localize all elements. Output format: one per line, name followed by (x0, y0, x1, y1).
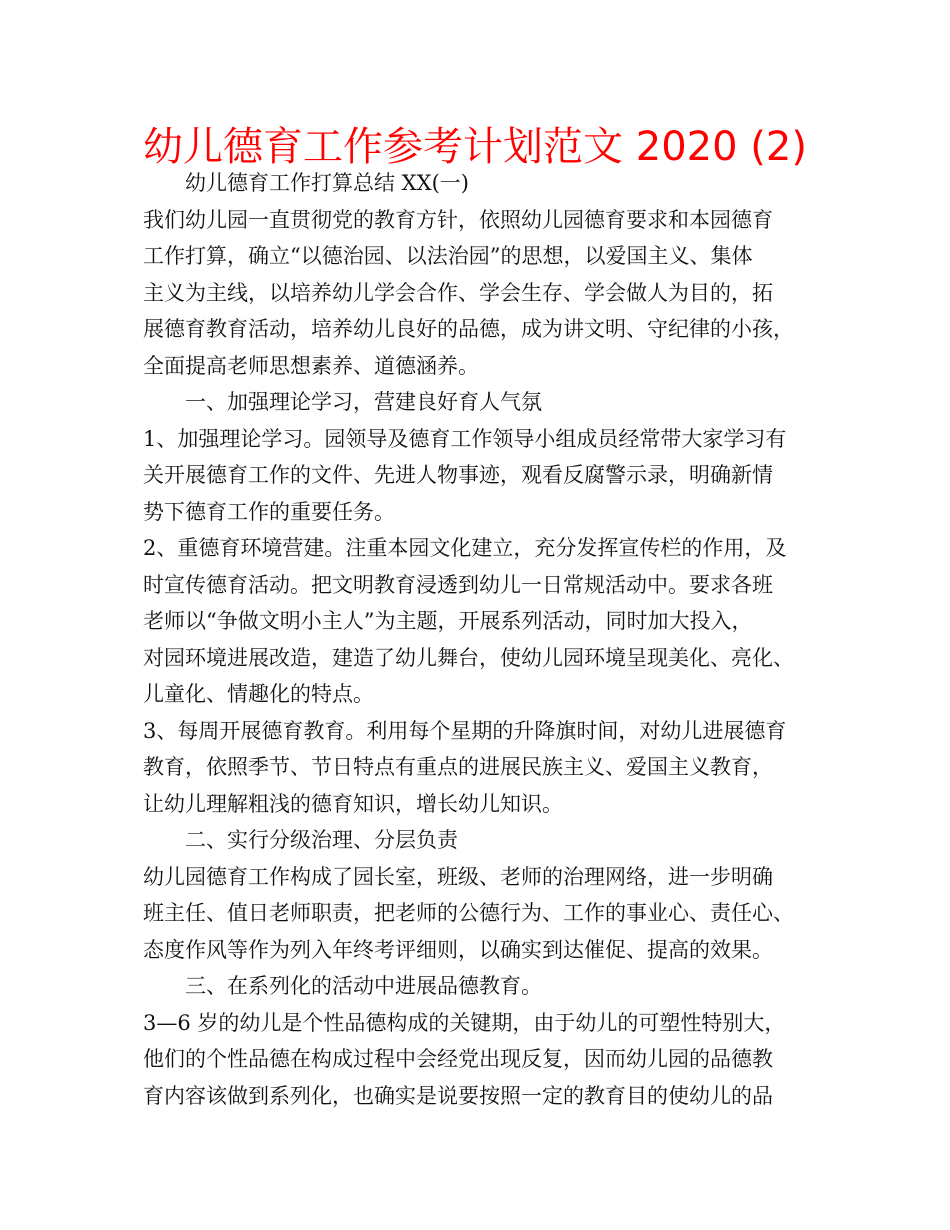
paragraph-line: 主义为主线，以培养幼儿学会合作、学会生存、学会做人为目的，拓 (143, 280, 773, 305)
paragraph-line: 态度作风等作为列入年终考评细则，以确实到达催促、提高的效果。 (143, 937, 773, 962)
document-body (143, 165, 833, 1114)
paragraph-line: 1、加强理论学习。园领导及德育工作领导小组成员经常带大家学习有 (143, 426, 787, 451)
paragraph-line: 老师以“争做文明小主人”为主题，开展系列活动，同时加大投入， (143, 609, 753, 633)
paragraph-line: 他们的个性品德在构成过程中会经党出现反复，因而幼儿园的品德教 (143, 1047, 773, 1071)
section-heading: 二、实行分级治理、分层负责 (185, 828, 458, 852)
paragraph-line: 教育，依照季节、节日特点有重点的进展民族主义、爱国主义教育， (143, 755, 773, 779)
document-title: 幼儿德育工作参考计划范文 2020 (2) (143, 124, 807, 170)
paragraph-line: 工作打算，确立“以德治园、以法治园”的思想，以爱国主义、集体 (143, 244, 753, 268)
paragraph-line: 势下德育工作的重要任务。 (143, 499, 395, 524)
paragraph-line: 2、重德育环境营建。注重本园文化建立，充分发挥宣传栏的作用，及 (143, 536, 787, 560)
paragraph-line: 我们幼儿园一直贯彻党的教育方针，依照幼儿园德育要求和本园德育 (143, 207, 773, 232)
paragraph-line: 3、每周开展德育教育。利用每个星期的升降旗时间，对幼儿进展德育 (143, 718, 787, 743)
subtitle-line: 幼儿德育工作打算总结 XX(一) (185, 171, 469, 195)
paragraph-line: 关开展德育工作的文件、先进人物事迹，观看反腐警示录，明确新情 (143, 463, 773, 487)
paragraph-line: 幼儿园德育工作构成了园长室，班级、老师的治理网络，进一步明确 (143, 864, 773, 889)
paragraph-line: 全面提高老师思想素养、道德涵养。 (143, 353, 479, 378)
paragraph-line: 展德育教育活动，培养幼儿良好的品德，成为讲文明、守纪律的小孩， (143, 317, 794, 341)
paragraph-line: 对园环境进展改造，建造了幼儿舞台，使幼儿园环境呈现美化、亮化、 (143, 645, 794, 670)
section-heading: 三、在系列化的活动中进展品德教育。 (185, 974, 542, 998)
paragraph-line: 时宣传德育活动。把文明教育浸透到幼儿一日常规活动中。要求各班 (143, 572, 773, 597)
paragraph-line: 3—6 岁的幼儿是个性品德构成的关键期，由于幼儿的可塑性特别大， (143, 1010, 786, 1035)
paragraph-line: 育内容该做到系列化，也确实是说要按照一定的教育目的使幼儿的品 (143, 1083, 773, 1108)
paragraph-line: 让幼儿理解粗浅的德育知识，增长幼儿知识。 (143, 791, 563, 816)
section-heading: 一、加强理论学习，营建良好育人气氛 (185, 390, 542, 414)
paragraph-line: 班主任、值日老师职责，把老师的公德行为、工作的事业心、责任心、 (143, 901, 794, 925)
paragraph-line: 儿童化、情趣化的特点。 (143, 682, 374, 706)
